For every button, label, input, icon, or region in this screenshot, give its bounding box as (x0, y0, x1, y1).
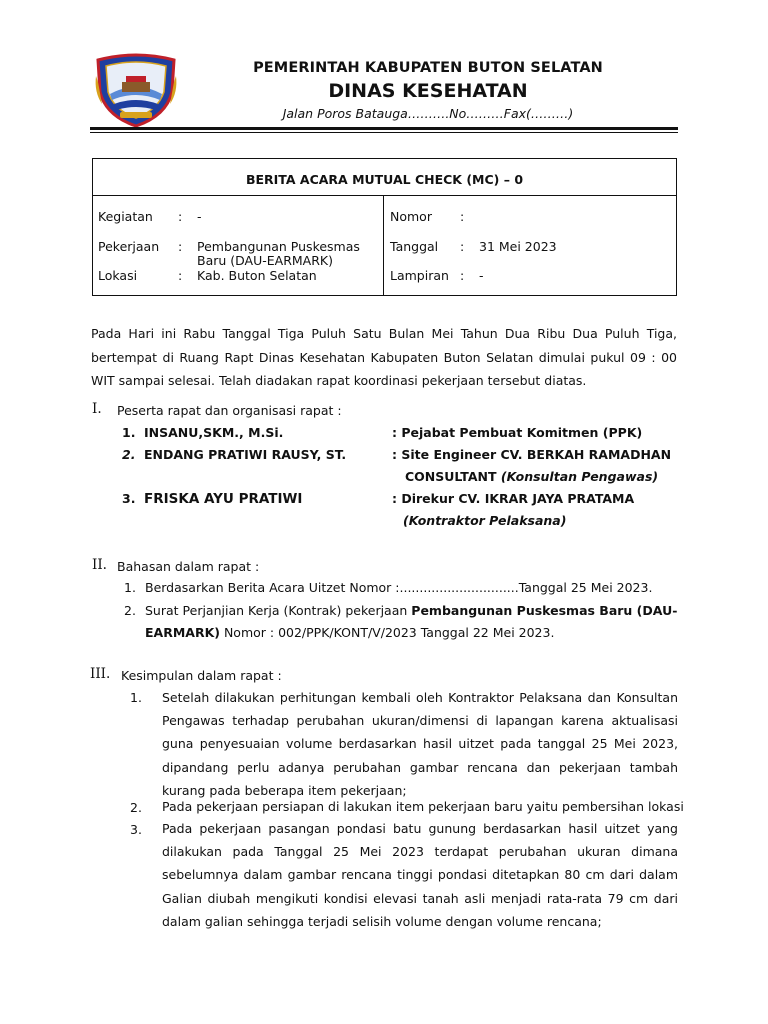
value-pekerjaan-line2: Baru (DAU-EARMARK) (197, 253, 333, 268)
document-title: BERITA ACARA MUTUAL CHECK (MC) – 0 (93, 159, 676, 196)
conclusion-2-text: Pada pekerjaan persiapan di lakukan item pekerjaan baru yaitu pembersihan lokasi (162, 799, 684, 814)
label-pekerjaan: Pekerjaan (98, 239, 160, 254)
participant-3-num: 3. (122, 491, 136, 506)
participant-1-num: 1. (122, 425, 136, 440)
discussion-2-num: 2. (124, 603, 136, 618)
value-tanggal: 31 Mei 2023 (479, 239, 557, 254)
discussion-2-project-name: Pembangunan Puskesmas Baru (DAU- (411, 603, 678, 618)
colon: : (178, 239, 183, 254)
header-rule-thick (90, 127, 678, 130)
participant-2-num: 2. (122, 447, 136, 462)
discussion-2-earmark: EARMARK) (145, 625, 220, 640)
participant-3-role-type: (Kontraktor Pelaksana) (403, 513, 567, 528)
label-lampiran: Lampiran (390, 268, 449, 283)
section3-numeral: III. (90, 666, 111, 682)
participant-2-name: ENDANG PRATIWI RAUSY, ST. (144, 447, 347, 462)
header-rule-thin (90, 132, 678, 133)
participant-2-company-suffix: CONSULTANT (405, 469, 501, 484)
info-box-divider (383, 196, 384, 295)
section3-title: Kesimpulan dalam rapat : (121, 668, 282, 683)
label-lokasi: Lokasi (98, 268, 138, 283)
discussion-1-num: 1. (124, 580, 136, 595)
colon: : (460, 268, 465, 283)
header-government-name: PEMERINTAH KABUPATEN BUTON SELATAN (253, 60, 603, 76)
regency-crest-icon (94, 52, 178, 128)
conclusion-1-text: Setelah dilakukan perhitungan kembali oleh Kontraktor Pelaksana dan Konsultan Pengawas terhadap perubahan ukuran/dimensi di lapangan karena aktualisasi guna penyesuaian volume berdasarkan hasil uitzet pada tanggal 25 Mei 2023, dipandang perlu adanya perubahan gambar rencana dan pekerjaan tambah kurang pada beberapa item pekerjaan; (162, 690, 678, 798)
conclusion-3-num: 3. (130, 822, 142, 837)
discussion-2-line1 (145, 602, 677, 620)
section2-title: Bahasan dalam rapat : (117, 559, 260, 574)
discussion-2-line2 (145, 624, 554, 642)
value-pekerjaan-line1: Pembangunan Puskesmas (197, 239, 360, 254)
header-address: Jalan Poros Batauga……….No………Fax(………) (282, 106, 574, 121)
participant-1-role: : Pejabat Pembuat Komitmen (PPK) (392, 425, 643, 440)
intro-paragraph: Pada Hari ini Rabu Tanggal Tiga Puluh Satu Bulan Mei Tahun Dua Ribu Dua Puluh Tiga, bertempat di Ruang Rapt Dinas Kesehatan Kabupaten Buton Selatan dimulai pukul 09 : 00 WIT sampai selesai. Telah diadakan rapat koordinasi pekerjaan tersebut diatas. (91, 326, 677, 388)
conclusion-2-num: 2. (130, 800, 142, 815)
header-office-name: DINAS KESEHATAN (328, 80, 528, 102)
participant-1-name: INSANU,SKM., M.Si. (144, 425, 284, 440)
value-lokasi: Kab. Buton Selatan (197, 268, 317, 283)
value-kegiatan: - (197, 209, 202, 224)
info-box (92, 158, 677, 296)
participant-3-role: : Direkur CV. IKRAR JAYA PRATAMA (392, 491, 635, 506)
participant-3-name: FRISKA AYU PRATIWI (144, 491, 303, 507)
value-lampiran: - (479, 268, 484, 283)
section1-title: Peserta rapat dan organisasi rapat : (117, 403, 342, 418)
label-nomor: Nomor (390, 209, 432, 224)
colon: : (460, 239, 465, 254)
discussion-2-text-a: Surat Perjanjian Kerja (Kontrak) pekerjaan (145, 603, 412, 618)
participant-2-role-type: (Konsultan Pengawas) (500, 469, 659, 484)
label-kegiatan: Kegiatan (98, 209, 153, 224)
participant-2-role-line2 (405, 468, 658, 486)
colon: : (178, 209, 183, 224)
section2-numeral: II. (92, 557, 107, 573)
label-tanggal: Tanggal (390, 239, 439, 254)
discussion-2-contract-number: Nomor : 002/PPK/KONT/V/2023 Tanggal 22 Mei 2023. (219, 625, 555, 640)
discussion-1-text: Berdasarkan Berita Acara Uitzet Nomor :..............................Tanggal 25 Mei 2023. (145, 580, 653, 595)
section1-numeral: I. (92, 401, 102, 417)
participant-2-role: : Site Engineer CV. BERKAH RAMADHAN (392, 447, 672, 462)
colon: : (178, 268, 183, 283)
conclusion-1-num: 1. (130, 690, 142, 705)
conclusion-3-text: Pada pekerjaan pasangan pondasi batu gunung berdasarkan hasil uitzet yang dilakukan pada Tanggal 25 Mei 2023 terdapat perubahan ukuran dimana sebelumnya dalam gambar rencana tinggi pondasi ditetapkan 80 cm dari dalam Galian diubah mengikuti kondisi elevasi tanah asli menjadi rata-rata 79 cm dari dalam galian sehingga terjadi selisih volume dengan volume rencana; (162, 821, 678, 929)
colon: : (460, 209, 465, 224)
